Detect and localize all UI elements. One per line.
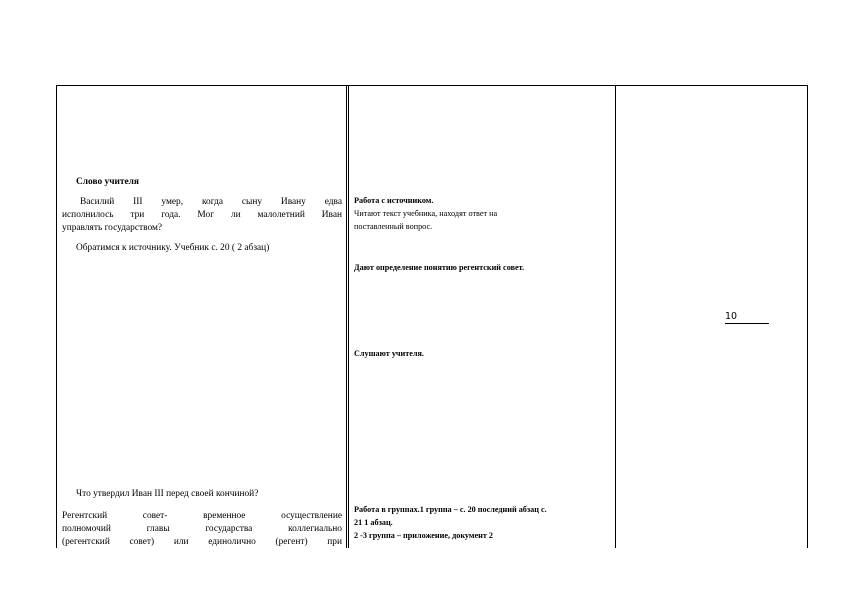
work-desc-line1: Читают текст учебника, находят ответ на <box>354 209 498 218</box>
source-work-block <box>354 194 497 233</box>
group-work-block <box>354 503 612 542</box>
listen-teacher: Слушают учителя. <box>354 349 424 358</box>
column-divider-1b <box>348 85 349 548</box>
teacher-heading: Слово учителя <box>76 177 139 187</box>
work-title: Работа с источником. <box>354 196 434 205</box>
question1-line1: Василий III умер, когда сыну Ивану едва <box>80 197 342 207</box>
definition-block <box>62 510 342 548</box>
table-right-border <box>807 85 808 548</box>
table-left-border <box>56 85 57 548</box>
question-block-1 <box>62 196 342 235</box>
question1-line3: управлять государством? <box>62 223 163 233</box>
source-reference: Обратимся к источнику. Учебник с. 20 ( 2 абзац) <box>76 243 270 253</box>
time-minutes: 10 <box>725 311 769 324</box>
student-activity-cell <box>352 85 614 548</box>
definition-task: Дают определение понятию регентский совет. <box>354 263 525 272</box>
definition-line2: полномочий главы государства коллегиально <box>62 524 342 534</box>
question1-line2: исполнилось три года. Мог ли малолетний Иван <box>62 210 342 220</box>
column-divider-1 <box>346 85 347 548</box>
teacher-activity-cell <box>58 85 342 548</box>
question-2: Что утвердил Иван III перед своей кончиной? <box>76 489 259 499</box>
lesson-table <box>56 85 808 548</box>
definition-line1: Регентский совет- временное осуществление <box>62 511 342 521</box>
group-line1: Работа в группах.1 группа – с. 20 последний абзац с. <box>354 505 547 514</box>
group-line3: 2 -3 группа – приложение, документ 2 <box>354 531 493 540</box>
group-line2: 21 1 абзац. <box>354 518 393 527</box>
definition-line3: (регентский совет) или единолично (регент) при <box>62 537 342 547</box>
column-divider-2 <box>615 85 616 548</box>
work-desc-line2: поставленный вопрос. <box>354 222 433 231</box>
